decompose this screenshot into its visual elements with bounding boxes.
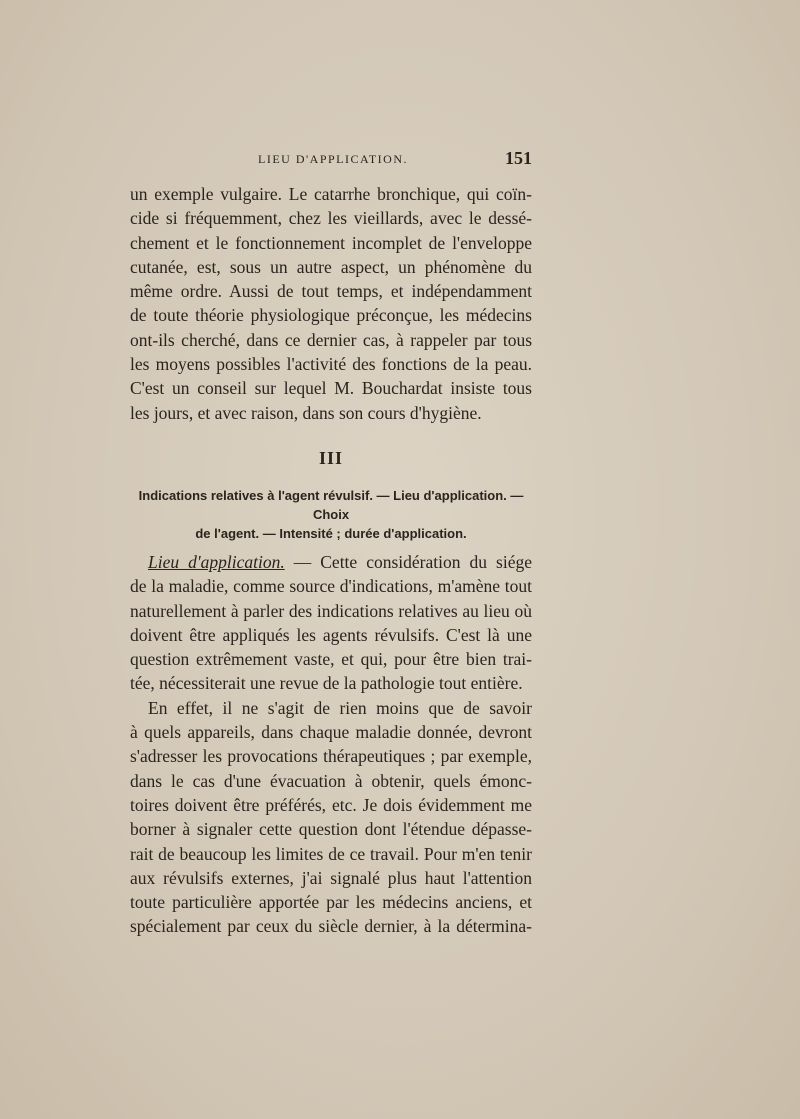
section-lead-title: Lieu d'application. (148, 552, 285, 572)
text-line: s'adresser les provocations thérapeutiques ; par exemple, (130, 746, 532, 767)
text-line: question extrêmement vaste, et qui, pour être bien trai- (130, 649, 532, 670)
text-line (130, 550, 532, 574)
section-summary (130, 486, 532, 543)
text-line: rait de beaucoup les limites de ce travail. Pour m'en tenir (130, 843, 532, 864)
text-line: de la maladie, comme source d'indications, m'amène tout (130, 576, 532, 597)
running-title: LIEU D'APPLICATION. (258, 152, 408, 166)
text-line: naturellement à parler des indications relatives au lieu où (130, 600, 532, 621)
section-lead-rest: — Cette considération du siége (284, 552, 532, 572)
text-line: tée, nécessiterait une revue de la pathologie tout entière. (130, 673, 523, 694)
summary-line: Indications relatives à l'agent révulsif. — Lieu d'application. — Choix (138, 488, 524, 522)
page-number: 151 (505, 148, 532, 168)
text-line: même ordre. Aussi de tout temps, et indépendamment (130, 281, 532, 302)
paragraph-2 (130, 550, 532, 939)
text-line: toute particulière apportée par les médecins anciens, et (130, 892, 532, 913)
summary-line: de l'agent. — Intensité ; durée d'application. (195, 526, 467, 541)
text-line: chement et le fonctionnement incomplet de l'enveloppe (130, 232, 532, 253)
text-line: à quels appareils, dans chaque maladie donnée, devront (130, 722, 532, 743)
text-line: de toute théorie physiologique préconçue, les médecins (130, 305, 532, 326)
text-line: spécialement par ceux du siècle dernier, à la détermina- (130, 916, 532, 937)
text-line: dans le cas d'une évacuation à obtenir, quels émonc- (130, 770, 532, 791)
text-line: toires doivent être préférés, etc. Je dois évidemment me (130, 794, 532, 815)
text-line: un exemple vulgaire. Le catarrhe bronchique, qui coïn- (130, 184, 532, 204)
section-number: III (318, 448, 343, 468)
text-line: C'est un conseil sur lequel M. Bouchardat insiste tous (130, 378, 532, 399)
text-line: borner à signaler cette question dont l'étendue dépasse- (130, 819, 532, 840)
text-line: les jours, et avec raison, dans son cours d'hygiène. (130, 402, 482, 423)
text-line: En effet, il ne s'agit de rien moins que de savoir (148, 697, 532, 718)
text-line: les moyens possibles l'activité des fonctions de la peau. (130, 354, 532, 375)
text-line: ont-ils cherché, dans ce dernier cas, à rappeler par tous (130, 329, 532, 350)
text-line: cide si fréquemment, chez les vieillards, avec le dessé- (130, 208, 532, 229)
text-line: doivent être appliqués les agents révulsifs. C'est là une (130, 624, 532, 645)
text-line: aux révulsifs externes, j'ai signalé plus haut l'attention (130, 867, 532, 888)
text-line: cutanée, est, sous un autre aspect, un phénomène du (130, 256, 532, 277)
paragraph-1 (130, 182, 532, 425)
running-head (130, 148, 532, 170)
